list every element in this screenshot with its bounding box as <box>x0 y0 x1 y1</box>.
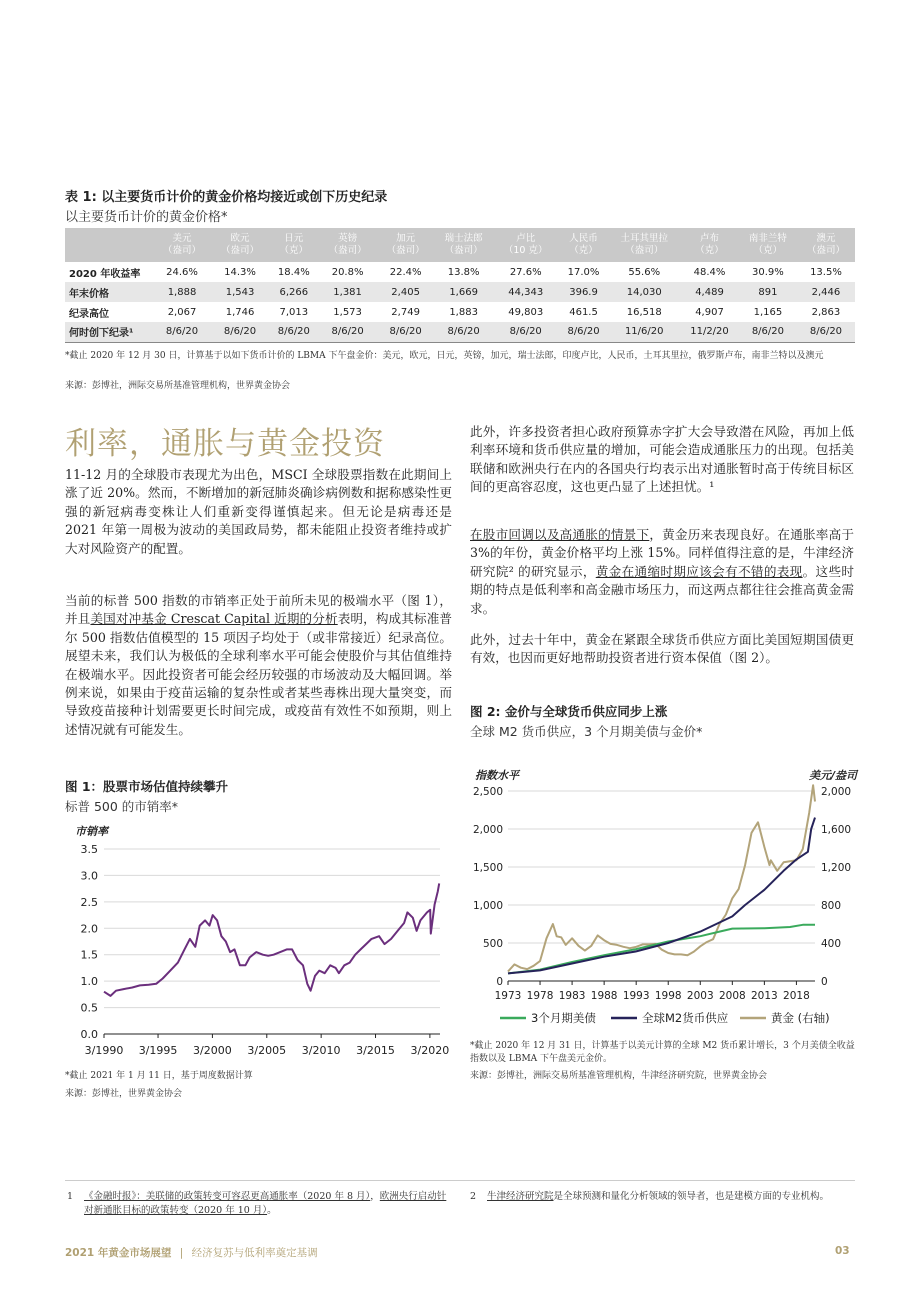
table-row <box>65 302 855 322</box>
fig2-y2-tick-label: 0 <box>821 976 828 988</box>
table-cell: 7,013 <box>279 306 309 318</box>
figure1-title: 图 1：股票市场估值持续攀升 <box>65 779 229 794</box>
table-cell: 396.9 <box>559 282 609 302</box>
table-cell: 1,165 <box>753 306 783 318</box>
table-cell: 8/6/20 <box>559 322 609 342</box>
footer-topic: 经济复苏与低利率奠定基调 <box>191 1247 318 1259</box>
footnote-1-number: 1 <box>67 1191 74 1202</box>
table-cell: 14.3% <box>224 266 256 278</box>
table-cell: 2,863 <box>811 306 841 318</box>
fig1-y-tick-label: 0.5 <box>80 1001 98 1015</box>
fig1-x-tick-label: 3/1995 <box>138 1044 178 1057</box>
table-cell: 891 <box>739 282 797 302</box>
table-cell: 24.6% <box>166 266 198 278</box>
column-currency: 人民币 <box>569 233 598 244</box>
table-cell: 1,573 <box>333 306 362 318</box>
table-cell: 2,446 <box>797 282 855 302</box>
table-cell: 6,266 <box>269 282 319 302</box>
table-cell: 1,746 <box>225 306 255 318</box>
table-cell: 2,749 <box>391 306 420 318</box>
paragraph-2-text-b: 表明，构成其标准普尔 500 指数估值模型的 15 项因子均处于（或非常接近）纪录高位。展望未来，我们认为极低的全球利率水平可能会使股价与其估值维持在极端水平。因此投资者可能会经历较强的市场波动及大幅回调。举例来说，如果由于疫苗运输的复杂性或者某些毒株出现大量突变，而导致疫苗接种计划需要更长时间完成，或疫苗有效性不如预期，则上述情况就有可能发生。 <box>65 611 453 737</box>
table-cell: 8/6/20 <box>269 322 319 342</box>
column-currency: 卢比 <box>516 233 536 244</box>
fig2-legend-label: 3个月期美债 <box>531 1011 596 1025</box>
footnote-2-number: 2 <box>470 1191 477 1202</box>
row-label: 2020 年收益率 <box>69 268 141 280</box>
fig1-y-tick-label: 3.0 <box>80 869 98 883</box>
fig1-y-tick-label: 2.5 <box>80 895 98 909</box>
figure2-note: *截止 2020 年 12 月 31 日，计算基于以美元计算的全球 M2 货币累计增长，3 个月美债全收益指数以及 LBMA 下午盘美元金价。 <box>470 1041 855 1064</box>
paragraph-2 <box>65 592 452 739</box>
column-unit: （盎司） <box>221 245 260 256</box>
column-header <box>680 228 739 262</box>
paragraph-4-text-b: 。这些时期的特点是低利率和高金融市场压力，而这两点都往往会推高黄金需求。 <box>470 563 855 616</box>
figure2-subtitle: 全球 M2 货币供应，3 个月期美债与金价* <box>470 724 703 739</box>
footer-divider: | <box>179 1247 184 1259</box>
column-header <box>319 228 377 262</box>
column-header <box>153 228 211 262</box>
table-cell: 2,405 <box>377 282 435 302</box>
row-label: 何时创下纪录¹ <box>65 322 153 342</box>
table-cell: 13.8% <box>447 266 480 278</box>
fig1-x-tick-label: 3/2000 <box>193 1044 232 1057</box>
table-cell: 1,381 <box>319 282 377 302</box>
table-cell: 13.5% <box>810 266 842 278</box>
fig2-x-tick-label: 1998 <box>654 990 682 1002</box>
table-cell: 1,669 <box>435 282 493 302</box>
column-header <box>435 228 493 262</box>
table-cell: 16,518 <box>626 306 662 318</box>
paragraph-3: 此外，许多投资者担心政府预算赤字扩大会导致潜在风险，再加上低利率环境和货币供应量的增加，可能会造成通胀压力的出现。包括美联储和欧洲央行在内的各国央行均表示出对通胀暂时高于传统目标区间的更高容忍度，这也更凸显了上述担忧。¹ <box>470 424 854 495</box>
column-unit: （盎司） <box>386 245 425 256</box>
column-currency: 日元 <box>284 233 304 244</box>
table-cell: 17.0% <box>567 266 600 278</box>
footnote-1-sep: ， <box>370 1191 380 1202</box>
column-header <box>493 228 559 262</box>
table-row <box>65 282 855 302</box>
table-cell: 48.4% <box>693 266 726 278</box>
table-cell: 1,883 <box>449 306 478 318</box>
column-header <box>559 228 609 262</box>
column-unit: （克） <box>695 245 724 256</box>
column-header <box>739 228 797 262</box>
table-cell: 8/6/20 <box>493 322 559 342</box>
fig2-y-tick-label: 2,500 <box>472 786 503 798</box>
crescat-analysis-link[interactable]: 美国对冲基金 Crescat Capital 近期的分析 <box>90 611 338 627</box>
fig2-y2-tick-label: 2,000 <box>821 786 852 798</box>
table-cell: 11/2/20 <box>680 322 739 342</box>
fig2-y2-tick-label: 1,600 <box>821 824 852 836</box>
fig2-ylabel-right: 美元/盎司 <box>808 769 857 782</box>
column-unit: （盎司） <box>625 245 664 256</box>
figure2-source: 来源：彭博社，洲际交易所基准管理机构，牛津经济研究院，世界黄金协会 <box>470 1071 768 1081</box>
fig2-y-tick-label: 1,500 <box>472 862 503 874</box>
table-cell: 20.8% <box>331 266 364 278</box>
fig2-x-tick-label: 1983 <box>558 990 586 1002</box>
column-header <box>608 228 680 262</box>
fig2-y-tick-label: 1,000 <box>472 900 503 912</box>
column-unit: （盎司） <box>163 245 202 256</box>
fig1-y-tick-label: 3.5 <box>80 843 98 856</box>
column-header <box>797 228 855 262</box>
column-header <box>211 228 269 262</box>
table-cell: 4,489 <box>680 282 739 302</box>
table-cell: 8/6/20 <box>319 322 377 342</box>
table-cell: 30.9% <box>752 266 784 278</box>
table-row <box>65 262 855 282</box>
footer-report-title: 2021 年黄金市场展望 <box>65 1247 172 1259</box>
ft-policy-link[interactable]: 《金融时报》：美联储的政策转变可容忍更高通胀率（2020 年 8 月） <box>84 1191 371 1202</box>
column-unit: （克） <box>279 245 309 256</box>
figure1-chart <box>65 820 455 1065</box>
paragraph-2-text-a: 当前的标普 500 指数的市销率正处于前所未见的极端水平（图 1），并且 <box>65 593 452 627</box>
fig2-y2-tick-label: 800 <box>821 900 842 912</box>
column-unit: （盎司） <box>806 245 845 256</box>
column-unit: （克） <box>753 245 783 256</box>
fig2-legend-label: 全球M2货币供应 <box>642 1011 729 1025</box>
fig2-x-tick-label: 1988 <box>590 990 618 1002</box>
table-cell: 55.6% <box>628 266 661 278</box>
table1-subtitle: 以主要货币计价的黄金价格* <box>65 210 228 225</box>
figure2-title: 图 2: 金价与全球货币供应同步上涨 <box>470 704 668 719</box>
gold-price-table <box>65 228 855 343</box>
fig2-y-tick-label: 500 <box>482 938 503 950</box>
fig1-y-tick-label: 0.0 <box>80 1028 98 1041</box>
fig2-y2-tick-label: 1,200 <box>821 862 852 874</box>
ecb-policy-link[interactable]: 欧洲央行启动针对新通胀目标的政策转变（2020 年 10 月） <box>84 1191 447 1216</box>
fig2-y-tick-label: 2,000 <box>472 824 503 836</box>
fig1-x-tick-label: 3/2020 <box>410 1044 450 1057</box>
column-unit: （克） <box>569 245 598 256</box>
table-corner <box>65 228 153 262</box>
section-heading: 利率，通胀与黄金投资 <box>65 426 385 462</box>
paragraph-1: 11-12 月的全球股市表现尤为出色，MSCI 全球股票指数在此期间上涨了近 20%。然而，不断增加的新冠肺炎确诊病例数和据称感染性更强的新冠病毒变株让人们重新变得谨慎起来。但无论是病毒还是 2021 年第一周极为波动的美国政局势，都未能阻止投资者维持或扩大对风险资产的配置。 <box>65 467 452 556</box>
fig2-x-tick-label: 1993 <box>622 990 650 1002</box>
fig1-x-tick-label: 3/2015 <box>356 1044 395 1057</box>
fig2-ylabel-left: 指数水平 <box>475 769 519 782</box>
fig1-y-tick-label: 2.0 <box>80 922 98 936</box>
table-cell: 49,803 <box>508 306 544 318</box>
table1-note: *截止 2020 年 12 月 30 日，计算基于以如下货币计价的 LBMA 下午盘金价：美元，欧元，日元，英镑，加元，瑞士法郎，印度卢比，人民币，土耳其里拉，俄罗斯卢布，南非兰特以及澳元 <box>65 351 824 361</box>
table-cell: 2,067 <box>167 306 197 318</box>
footnote-1-end: 。 <box>267 1205 277 1216</box>
fig2-x-tick-label: 2003 <box>686 990 714 1002</box>
row-label: 年末价格 <box>65 282 153 302</box>
table-row <box>65 322 855 342</box>
column-currency: 南非兰特 <box>748 233 787 244</box>
footnote-2 <box>487 1190 855 1204</box>
table-cell: 8/6/20 <box>739 322 797 342</box>
fig2-legend-label: 黄金 (右轴) <box>771 1011 830 1025</box>
table-cell: 18.4% <box>277 266 310 278</box>
fig2-x-tick-label: 2018 <box>783 990 810 1002</box>
table-cell: 8/6/20 <box>211 322 269 342</box>
column-unit: （盎司） <box>328 245 367 256</box>
table-cell: 14,030 <box>608 282 680 302</box>
fig2-y-tick-label: 0 <box>496 976 503 988</box>
footnote-divider <box>65 1180 855 1181</box>
fig2-x-tick-label: 2013 <box>751 990 778 1002</box>
column-currency: 欧元 <box>230 233 250 244</box>
paragraph-5: 此外，过去十年中，黄金在紧跟全球货币供应方面比美国短期国债更有效，也因而更好地帮助投资者进行资本保值（图 2）。 <box>470 632 854 666</box>
paragraph-4-text-a: ，黄金历来表现良好。在通胀率高于 3%的年份，黄金价格平均上涨 15%。同样值得注意的是，牛津经济研究院² 的研究显示， <box>470 527 855 579</box>
fig1-series-line <box>104 883 439 996</box>
paragraph-4 <box>470 526 854 618</box>
table-cell: 27.6% <box>509 266 542 278</box>
fig1-x-tick-label: 3/1990 <box>84 1044 124 1057</box>
table-cell: 4,907 <box>695 306 724 318</box>
row-label: 纪录高位 <box>69 308 109 320</box>
table-cell: 8/6/20 <box>153 322 211 342</box>
fig1-y-tick-label: 1.5 <box>80 948 98 962</box>
table-cell: 44,343 <box>493 282 559 302</box>
column-currency: 土耳其里拉 <box>620 233 668 244</box>
table-cell: 8/6/20 <box>377 322 435 342</box>
fig2-y2-tick-label: 400 <box>821 938 842 950</box>
fig1-x-tick-label: 3/2010 <box>301 1044 341 1057</box>
table-cell: 11/6/20 <box>608 322 680 342</box>
footnote-2-text: 是全球预测和量化分析领域的领导者，也是建模方面的专业机构。 <box>553 1191 830 1202</box>
table1-source: 来源：彭博社，洲际交易所基准管理机构，世界黄金协会 <box>65 381 291 391</box>
figure1-note: *截止 2021 年 1 月 11 日，基于周度数据计算 <box>65 1071 253 1081</box>
column-currency: 加元 <box>396 233 416 244</box>
table1-title: 表 1: 以主要货币计价的黄金价格均接近或创下历史纪录 <box>65 190 388 205</box>
figure1-subtitle: 标普 500 的市销率* <box>65 799 179 814</box>
footnote-1 <box>84 1190 449 1218</box>
table-cell: 1,888 <box>153 282 211 302</box>
column-header <box>269 228 319 262</box>
column-unit: （10 克） <box>503 245 548 256</box>
column-header <box>377 228 435 262</box>
column-currency: 英镑 <box>338 233 358 244</box>
table-cell: 8/6/20 <box>435 322 493 342</box>
fig2-x-tick-label: 1978 <box>526 990 554 1002</box>
column-currency: 卢布 <box>700 233 720 244</box>
fig1-ylabel: 市销率 <box>75 825 108 838</box>
column-currency: 美元 <box>172 233 192 244</box>
column-currency: 瑞士法郎 <box>444 233 483 244</box>
table-cell: 1,543 <box>211 282 269 302</box>
stock-correction-link[interactable]: 在股市回调以及高通胀的情景下 <box>470 527 650 542</box>
fig1-y-tick-label: 1.0 <box>80 975 98 989</box>
fig2-x-tick-label: 2008 <box>718 990 746 1002</box>
fig2-x-tick-label: 1973 <box>494 990 522 1002</box>
column-currency: 澳元 <box>816 233 836 244</box>
column-unit: （盎司） <box>444 245 483 256</box>
fig1-x-tick-label: 3/2005 <box>247 1044 287 1057</box>
figure1-source: 来源：彭博社，世界黄金协会 <box>65 1089 183 1099</box>
table-cell: 461.5 <box>569 306 598 318</box>
page-number: 03 <box>835 1245 850 1257</box>
deflation-link[interactable]: 黄金在通缩时期应该会有不错的表现 <box>595 563 803 579</box>
oxford-economics-link[interactable]: 牛津经济研究院 <box>487 1191 554 1202</box>
table-cell: 8/6/20 <box>797 322 855 342</box>
table-cell: 22.4% <box>389 266 422 278</box>
page-footer <box>65 1245 318 1260</box>
figure2-chart <box>465 760 860 1032</box>
